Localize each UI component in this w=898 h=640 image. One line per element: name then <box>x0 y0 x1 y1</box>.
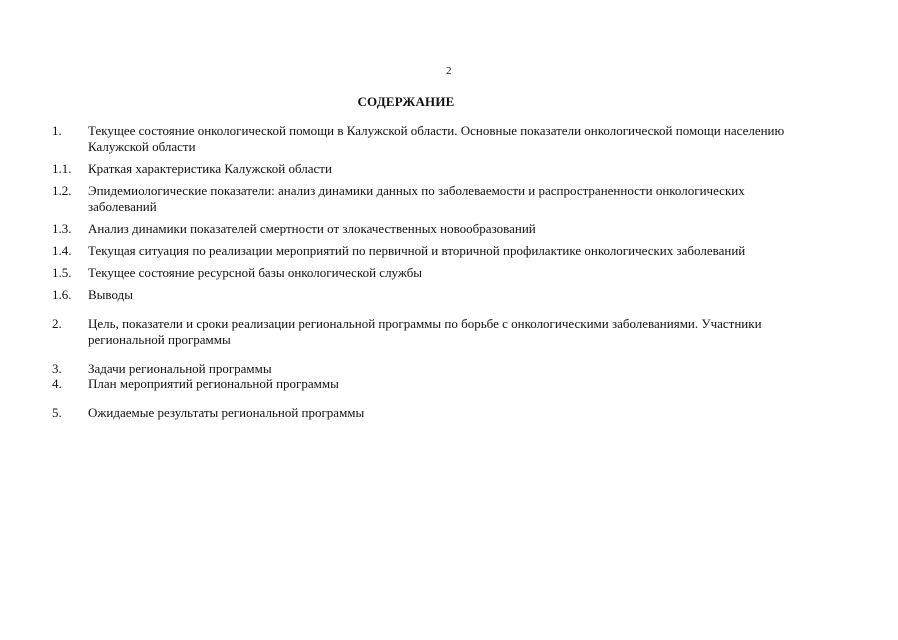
toc-entry-text: Выводы <box>88 287 133 302</box>
toc-entry <box>52 183 812 215</box>
toc-entry-number: 1.1. <box>52 161 72 176</box>
toc-entry-text: Ожидаемые результаты региональной программы <box>88 405 365 420</box>
toc-entry <box>52 123 812 155</box>
toc-entry-number: 1. <box>52 123 62 138</box>
toc-entry-number: 1.3. <box>52 221 72 236</box>
toc-entry <box>52 265 812 281</box>
toc-entry-number: 5. <box>52 405 62 420</box>
toc-entry-text: План мероприятий региональной программы <box>88 376 339 391</box>
toc-entry <box>52 316 812 348</box>
toc-entry-text: Эпидемиологические показатели: анализ динамики данных по заболеваемости и распространенности онкологических заболеваний <box>88 183 745 214</box>
page-number: 2 <box>446 65 452 77</box>
toc-entry <box>52 243 812 259</box>
toc-entry <box>52 161 812 177</box>
document-title: СОДЕРЖАНИЕ <box>357 94 455 109</box>
toc-entry-number: 1.2. <box>52 183 72 198</box>
toc-entry-text: Текущее состояние ресурсной базы онкологической службы <box>88 265 423 280</box>
toc-entry-text: Цель, показатели и сроки реализации региональной программы по борьбе с онкологическими заболеваниями. Участники региональной программы <box>88 316 762 347</box>
toc-entry-number: 1.4. <box>52 243 72 258</box>
toc-entry-number: 1.5. <box>52 265 72 280</box>
toc-entry-text: Краткая характеристика Калужской области <box>88 161 332 176</box>
toc-entry-text: Текущая ситуация по реализации мероприятий по первичной и вторичной профилактике онкологических заболеваний <box>88 243 746 258</box>
toc-entry-text: Текущее состояние онкологической помощи в Калужской области. Основные показатели онкологической помощи населению Калужской области <box>88 123 785 154</box>
toc-entry-text: Анализ динамики показателей смертности от злокачественных новообразований <box>88 221 536 236</box>
toc-entry <box>52 376 812 392</box>
toc-entry <box>52 405 812 421</box>
toc-entry-number: 3. <box>52 361 62 376</box>
toc-entry <box>52 221 812 237</box>
toc-entry-text: Задачи региональной программы <box>88 361 272 376</box>
toc-entry-number: 2. <box>52 316 62 331</box>
toc-entry-number: 1.6. <box>52 287 72 302</box>
toc-entry-number: 4. <box>52 376 62 391</box>
toc-entry <box>52 287 812 303</box>
toc-entry <box>52 361 812 377</box>
